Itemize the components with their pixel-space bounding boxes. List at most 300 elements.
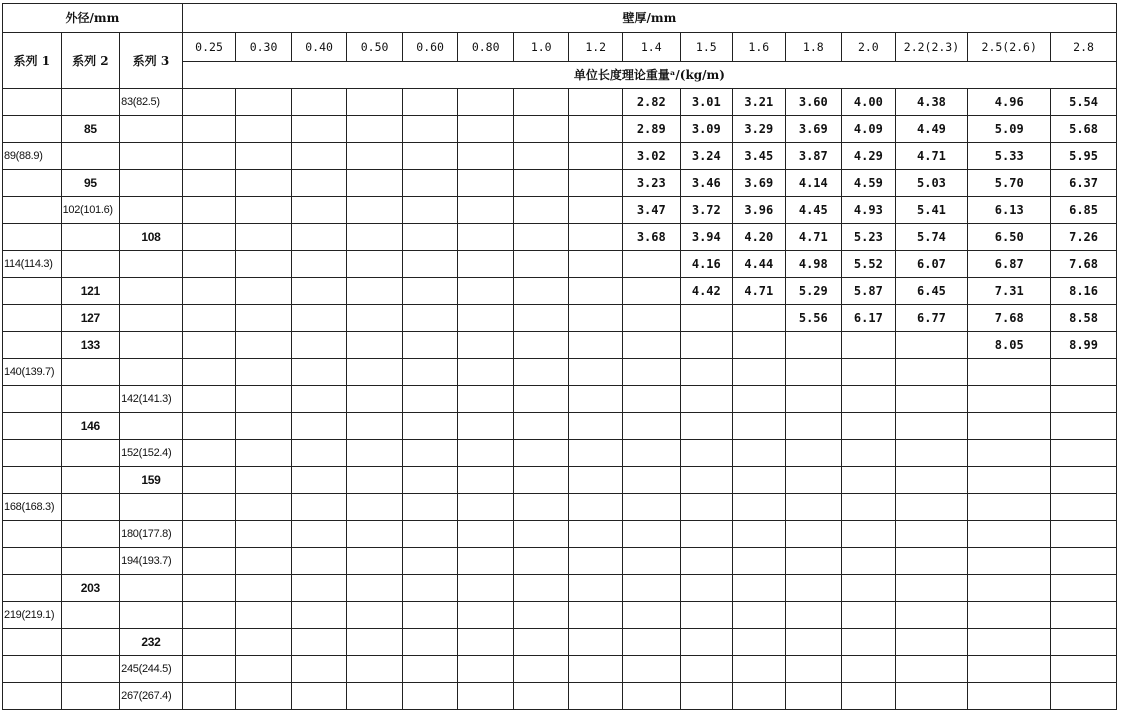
weight-cell — [458, 116, 514, 143]
weight-cell — [842, 548, 896, 575]
weight-cell — [458, 143, 514, 170]
weight-cell — [291, 575, 347, 602]
weight-cell — [785, 467, 842, 494]
weight-cell — [458, 278, 514, 305]
weight-cell — [236, 332, 292, 359]
wall-thickness-4: 0.60 — [402, 33, 458, 62]
weight-cell: 3.46 — [680, 170, 733, 197]
table-row — [3, 575, 1117, 602]
table-row — [3, 467, 1117, 494]
outer-diameter-series-1 — [3, 197, 62, 224]
table-row — [3, 170, 1117, 197]
weight-cell — [895, 602, 968, 629]
weight-cell: 5.29 — [785, 278, 842, 305]
outer-diameter-series-1 — [3, 386, 62, 413]
weight-cell — [622, 386, 680, 413]
outer-diameter-series-2 — [61, 386, 120, 413]
weight-cell — [182, 548, 236, 575]
weight-cell — [402, 629, 458, 656]
weight-cell: 3.02 — [622, 143, 680, 170]
weight-cell — [895, 521, 968, 548]
weight-cell — [182, 494, 236, 521]
outer-diameter-series-2 — [61, 656, 120, 683]
weight-cell — [785, 359, 842, 386]
weight-cell — [569, 521, 623, 548]
weight-cell — [291, 467, 347, 494]
weight-cell — [785, 602, 842, 629]
weight-cell — [182, 575, 236, 602]
wall-thickness-10: 1.6 — [733, 33, 786, 62]
weight-cell — [513, 359, 569, 386]
outer-diameter-series-2 — [61, 467, 120, 494]
weight-cell — [569, 656, 623, 683]
outer-diameter-series-2: 127 — [61, 305, 120, 332]
outer-diameter-series-3 — [120, 332, 183, 359]
weight-cell — [402, 251, 458, 278]
weight-cell — [513, 170, 569, 197]
outer-diameter-series-2 — [61, 521, 120, 548]
weight-cell — [182, 143, 236, 170]
weight-cell — [785, 332, 842, 359]
weight-cell — [680, 683, 733, 710]
weight-cell: 8.05 — [968, 332, 1051, 359]
weight-cell — [569, 467, 623, 494]
table-row — [3, 386, 1117, 413]
weight-cell — [680, 656, 733, 683]
weight-cell: 3.69 — [785, 116, 842, 143]
outer-diameter-series-1 — [3, 116, 62, 143]
weight-cell: 3.24 — [680, 143, 733, 170]
weight-cell — [182, 116, 236, 143]
weight-cell — [402, 359, 458, 386]
weight-cell — [347, 656, 403, 683]
weight-cell: 5.95 — [1051, 143, 1117, 170]
weight-cell — [569, 197, 623, 224]
weight-cell — [785, 386, 842, 413]
outer-diameter-series-3 — [120, 575, 183, 602]
weight-cell — [236, 89, 292, 116]
weight-cell — [236, 575, 292, 602]
weight-cell — [1051, 548, 1117, 575]
weight-cell: 4.96 — [968, 89, 1051, 116]
weight-cell — [622, 332, 680, 359]
weight-cell — [347, 575, 403, 602]
weight-cell — [785, 656, 842, 683]
weight-cell — [842, 467, 896, 494]
weight-cell — [513, 332, 569, 359]
outer-diameter-series-2 — [61, 359, 120, 386]
outer-diameter-series-3: 232 — [120, 629, 183, 656]
wall-thickness-7: 1.2 — [569, 33, 623, 62]
outer-diameter-series-1: 140(139.7) — [3, 359, 62, 386]
weight-cell — [402, 278, 458, 305]
weight-cell — [622, 278, 680, 305]
weight-cell — [402, 332, 458, 359]
weight-cell — [291, 683, 347, 710]
weight-cell — [622, 305, 680, 332]
weight-cell — [291, 224, 347, 251]
weight-cell — [569, 440, 623, 467]
outer-diameter-series-3: 267(267.4) — [120, 683, 183, 710]
outer-diameter-series-2: 133 — [61, 332, 120, 359]
weight-cell — [513, 413, 569, 440]
weight-cell — [236, 305, 292, 332]
weight-cell — [569, 359, 623, 386]
weight-cell — [895, 359, 968, 386]
weight-cell — [291, 251, 347, 278]
weight-cell — [733, 575, 786, 602]
outer-diameter-series-2 — [61, 683, 120, 710]
weight-cell — [182, 305, 236, 332]
weight-cell: 3.21 — [733, 89, 786, 116]
outer-diameter-series-1 — [3, 656, 62, 683]
weight-cell — [402, 602, 458, 629]
outer-diameter-series-2 — [61, 89, 120, 116]
weight-cell — [458, 602, 514, 629]
header-row-2 — [3, 33, 1117, 62]
weight-cell: 3.96 — [733, 197, 786, 224]
weight-cell — [895, 332, 968, 359]
weight-cell — [458, 548, 514, 575]
weight-cell — [733, 305, 786, 332]
weight-cell — [785, 683, 842, 710]
weight-cell — [622, 629, 680, 656]
weight-cell — [347, 170, 403, 197]
weight-cell — [622, 494, 680, 521]
weight-cell — [513, 548, 569, 575]
weight-cell — [733, 467, 786, 494]
weight-cell — [680, 305, 733, 332]
weight-cell — [895, 467, 968, 494]
weight-cell: 6.45 — [895, 278, 968, 305]
weight-cell — [236, 602, 292, 629]
weight-cell — [402, 494, 458, 521]
weight-cell — [968, 629, 1051, 656]
weight-cell — [622, 683, 680, 710]
weight-cell — [733, 413, 786, 440]
outer-diameter-series-2 — [61, 548, 120, 575]
weight-cell — [569, 116, 623, 143]
weight-cell — [458, 359, 514, 386]
outer-diameter-series-2: 95 — [61, 170, 120, 197]
weight-cell — [569, 494, 623, 521]
outer-diameter-series-2 — [61, 251, 120, 278]
wall-thickness-5: 0.80 — [458, 33, 514, 62]
weight-cell — [458, 683, 514, 710]
weight-cell — [236, 683, 292, 710]
weight-cell: 8.16 — [1051, 278, 1117, 305]
outer-diameter-series-3 — [120, 359, 183, 386]
wall-thickness-12: 2.0 — [842, 33, 896, 62]
weight-cell — [680, 413, 733, 440]
weight-cell — [182, 251, 236, 278]
weight-cell — [733, 521, 786, 548]
outer-diameter-series-3: 152(152.4) — [120, 440, 183, 467]
weight-cell: 2.82 — [622, 89, 680, 116]
weight-cell: 5.23 — [842, 224, 896, 251]
weight-cell — [291, 359, 347, 386]
weight-cell — [236, 467, 292, 494]
table-row — [3, 629, 1117, 656]
outer-diameter-series-1: 114(114.3) — [3, 251, 62, 278]
weight-cell: 4.71 — [785, 224, 842, 251]
weight-cell — [569, 305, 623, 332]
outer-diameter-series-1 — [3, 332, 62, 359]
series-2-header: 系列 2 — [61, 33, 120, 89]
table-row — [3, 197, 1117, 224]
table-row — [3, 116, 1117, 143]
weight-cell — [733, 629, 786, 656]
weight-cell — [968, 386, 1051, 413]
weight-cell — [1051, 683, 1117, 710]
wall-thickness-8: 1.4 — [622, 33, 680, 62]
weight-cell — [236, 224, 292, 251]
weight-cell — [733, 656, 786, 683]
weight-cell: 4.14 — [785, 170, 842, 197]
weight-cell — [402, 197, 458, 224]
outer-diameter-series-3 — [120, 143, 183, 170]
wall-thickness-9: 1.5 — [680, 33, 733, 62]
weight-cell — [785, 629, 842, 656]
weight-cell — [1051, 602, 1117, 629]
weight-cell — [182, 602, 236, 629]
weight-cell: 4.71 — [895, 143, 968, 170]
weight-cell — [182, 359, 236, 386]
weight-cell: 4.93 — [842, 197, 896, 224]
outer-diameter-series-2 — [61, 629, 120, 656]
weight-cell — [347, 332, 403, 359]
weight-cell — [458, 251, 514, 278]
weight-cell — [182, 413, 236, 440]
weight-cell: 5.68 — [1051, 116, 1117, 143]
weight-cell: 7.31 — [968, 278, 1051, 305]
weight-cell — [895, 413, 968, 440]
weight-cell — [680, 575, 733, 602]
weight-cell — [1051, 629, 1117, 656]
weight-cell — [236, 386, 292, 413]
weight-cell — [513, 521, 569, 548]
weight-cell — [569, 278, 623, 305]
weight-cell — [968, 683, 1051, 710]
weight-cell — [402, 548, 458, 575]
weight-cell: 4.42 — [680, 278, 733, 305]
weight-cell — [182, 224, 236, 251]
outer-diameter-series-1: 219(219.1) — [3, 602, 62, 629]
weight-cell — [569, 224, 623, 251]
weight-cell — [569, 548, 623, 575]
weight-cell — [291, 89, 347, 116]
outer-diameter-series-1 — [3, 224, 62, 251]
weight-cell — [347, 467, 403, 494]
table-row — [3, 89, 1117, 116]
outer-diameter-series-1 — [3, 89, 62, 116]
weight-cell — [895, 494, 968, 521]
weight-cell: 6.87 — [968, 251, 1051, 278]
weight-cell — [291, 521, 347, 548]
weight-cell — [402, 224, 458, 251]
weight-cell — [785, 548, 842, 575]
weight-cell — [347, 197, 403, 224]
outer-diameter-series-3 — [120, 305, 183, 332]
weight-cell — [842, 332, 896, 359]
table-row — [3, 440, 1117, 467]
weight-cell — [569, 683, 623, 710]
weight-cell — [513, 494, 569, 521]
table-row — [3, 656, 1117, 683]
outer-diameter-series-2: 121 — [61, 278, 120, 305]
weight-cell — [785, 440, 842, 467]
outer-diameter-series-2 — [61, 602, 120, 629]
table-row — [3, 359, 1117, 386]
table-row — [3, 683, 1117, 710]
weight-cell — [513, 683, 569, 710]
weight-cell — [513, 575, 569, 602]
weight-cell — [513, 197, 569, 224]
outer-diameter-series-3: 194(193.7) — [120, 548, 183, 575]
outer-diameter-series-3 — [120, 413, 183, 440]
weight-cell — [291, 116, 347, 143]
outer-diameter-series-2 — [61, 143, 120, 170]
weight-cell — [895, 548, 968, 575]
table-row — [3, 494, 1117, 521]
weight-cell: 3.94 — [680, 224, 733, 251]
outer-diameter-series-1 — [3, 170, 62, 197]
weight-cell — [785, 575, 842, 602]
weight-cell — [569, 89, 623, 116]
weight-cell — [622, 656, 680, 683]
weight-cell — [622, 521, 680, 548]
weight-cell — [458, 197, 514, 224]
weight-cell — [236, 359, 292, 386]
weight-cell — [402, 386, 458, 413]
weight-cell — [182, 521, 236, 548]
weight-cell: 5.41 — [895, 197, 968, 224]
weight-cell — [458, 629, 514, 656]
weight-cell — [842, 521, 896, 548]
weight-cell — [291, 170, 347, 197]
outer-diameter-series-1 — [3, 305, 62, 332]
weight-cell — [513, 656, 569, 683]
weight-cell: 3.01 — [680, 89, 733, 116]
weight-cell — [458, 656, 514, 683]
weight-cell — [291, 548, 347, 575]
weight-cell: 4.20 — [733, 224, 786, 251]
wall-thickness-2: 0.40 — [291, 33, 347, 62]
weight-cell — [236, 251, 292, 278]
weight-cell: 5.87 — [842, 278, 896, 305]
weight-cell — [842, 683, 896, 710]
weight-cell — [895, 440, 968, 467]
weight-cell — [347, 440, 403, 467]
weight-cell — [622, 575, 680, 602]
weight-cell — [785, 413, 842, 440]
weight-cell — [569, 386, 623, 413]
weight-cell: 4.09 — [842, 116, 896, 143]
weight-cell — [513, 278, 569, 305]
weight-cell — [402, 440, 458, 467]
weight-cell — [842, 575, 896, 602]
weight-cell — [513, 386, 569, 413]
weight-cell — [236, 197, 292, 224]
weight-cell — [733, 548, 786, 575]
weight-cell — [347, 548, 403, 575]
outer-diameter-series-1 — [3, 548, 62, 575]
weight-cell: 3.69 — [733, 170, 786, 197]
table-row — [3, 305, 1117, 332]
header-row-1 — [3, 4, 1117, 33]
weight-cell — [1051, 386, 1117, 413]
weight-cell: 4.59 — [842, 170, 896, 197]
outer-diameter-series-1 — [3, 440, 62, 467]
weight-cell — [569, 602, 623, 629]
weight-cell: 6.85 — [1051, 197, 1117, 224]
weight-cell — [842, 386, 896, 413]
weight-cell — [402, 143, 458, 170]
weight-cell — [680, 440, 733, 467]
weight-cell — [347, 359, 403, 386]
weight-cell — [236, 656, 292, 683]
weight-cell — [458, 305, 514, 332]
outer-diameter-series-1 — [3, 413, 62, 440]
table-row — [3, 332, 1117, 359]
weight-cell: 6.77 — [895, 305, 968, 332]
weight-cell — [347, 521, 403, 548]
weight-cell — [291, 332, 347, 359]
weight-cell — [347, 629, 403, 656]
weight-cell — [842, 359, 896, 386]
weight-cell — [569, 575, 623, 602]
table-row — [3, 413, 1117, 440]
wall-thickness-14: 2.5(2.6) — [968, 33, 1051, 62]
weight-cell — [182, 440, 236, 467]
weight-cell — [513, 467, 569, 494]
table-row — [3, 224, 1117, 251]
outer-diameter-series-3: 142(141.3) — [120, 386, 183, 413]
weight-cell — [458, 440, 514, 467]
weight-cell: 5.33 — [968, 143, 1051, 170]
outer-diameter-series-3: 159 — [120, 467, 183, 494]
weight-cell — [291, 440, 347, 467]
wall-thickness-13: 2.2(2.3) — [895, 33, 968, 62]
weight-cell: 5.56 — [785, 305, 842, 332]
weight-cell — [733, 359, 786, 386]
weight-cell — [569, 170, 623, 197]
weight-cell — [569, 332, 623, 359]
table-row — [3, 602, 1117, 629]
outer-diameter-series-1 — [3, 683, 62, 710]
weight-cell: 4.44 — [733, 251, 786, 278]
weight-cell — [458, 494, 514, 521]
weight-cell — [458, 413, 514, 440]
weight-cell — [182, 467, 236, 494]
table-row — [3, 548, 1117, 575]
weight-cell — [680, 386, 733, 413]
weight-cell — [402, 656, 458, 683]
weight-cell — [513, 89, 569, 116]
weight-cell — [402, 89, 458, 116]
weight-cell — [622, 602, 680, 629]
weight-cell: 7.68 — [968, 305, 1051, 332]
weight-cell — [236, 629, 292, 656]
weight-cell — [291, 602, 347, 629]
weight-cell — [291, 197, 347, 224]
weight-cell: 4.49 — [895, 116, 968, 143]
weight-cell — [569, 143, 623, 170]
weight-cell — [680, 548, 733, 575]
weight-cell — [968, 602, 1051, 629]
weight-cell — [236, 494, 292, 521]
weight-cell — [458, 575, 514, 602]
